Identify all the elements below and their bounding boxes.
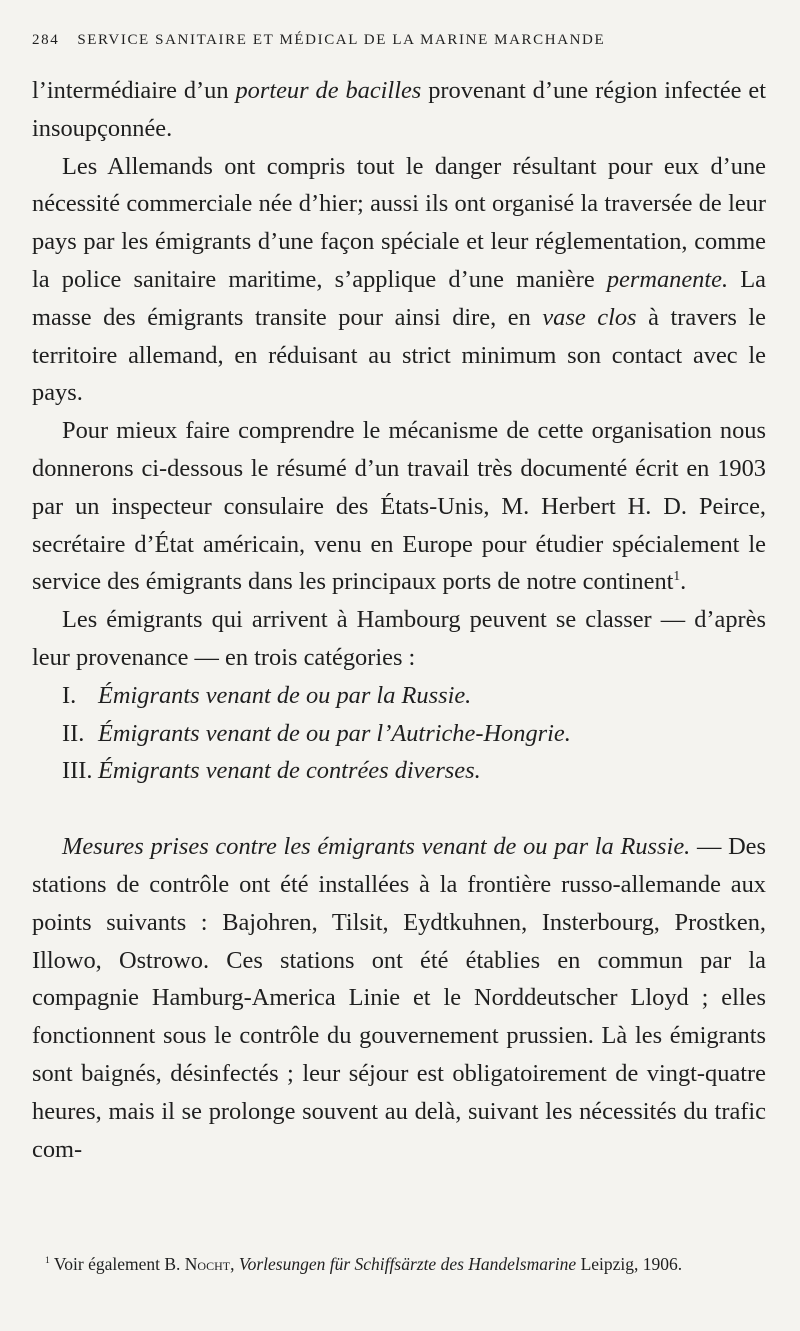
text-run: Pour mieux faire comprendre le mécanisme de cette organisation nous donnerons ci-dessous le résumé d’un travail très documenté écrit en 1903 par un inspecteur consulaire des États-Unis, M. Herbert H. D. Peirce, secrétaire d’État américain, venu en Europe pour étudier spécialement le service des émigrants dans les principaux ports de notre continent bbox=[32, 417, 766, 596]
text-run: Leipzig, 1906. bbox=[576, 1254, 683, 1274]
italic-run: vase clos bbox=[542, 303, 637, 331]
list-number: III. bbox=[62, 757, 93, 785]
text-run: — Des stations de contrôle ont été installées à la frontière russo-allemande aux points suivants : Bajohren, Tilsit, Eydtkuhnen, Insterbourg, Prostken, Illowo, Ostrowo. Ces stations ont été établies en commun par la compagnie Hamburg-America Linie et le Norddeutscher Lloyd ; elles fonctionnent sous le contrôle du gouvernement prussien. Là les émigrants sont baignés, désinfectés ; leur séjour est obligatoirement de vingt-quatre heures, mais il se prolonge souvent au delà, suivant les nécessités du trafic com- bbox=[32, 833, 766, 1163]
section-title: Mesures prises contre les émigrants venant de ou par la Russie. bbox=[62, 833, 691, 861]
paragraph-3 bbox=[32, 412, 766, 601]
text-run: , bbox=[230, 1254, 239, 1274]
list-number: I. bbox=[62, 681, 77, 709]
paragraph-4: Les émigrants qui arrivent à Hambourg peuvent se classer — d’après leur provenance — en trois catégories : bbox=[32, 606, 766, 671]
section-paragraph bbox=[32, 828, 766, 1168]
text-run: Voir également B. bbox=[49, 1254, 185, 1274]
footnote-author: Nocht bbox=[184, 1254, 231, 1274]
body-text bbox=[32, 72, 766, 1168]
running-header bbox=[32, 32, 740, 49]
footnote bbox=[45, 1253, 767, 1276]
list-text: Émigrants venant de ou par l’Autriche-Hongrie. bbox=[98, 719, 571, 747]
text-run: Les Allemands ont compris tout le danger résultant pour eux d’une nécessité commerciale née d’hier; aussi ils ont organisé la traversée de leur pays par les émigrants d’une façon spéciale et leur réglementation, comme la police sanitaire maritime, s’applique d’une manière bbox=[32, 152, 766, 293]
footnote-marker: 1 bbox=[45, 1255, 50, 1267]
text-run: La masse des émigrants transite pour ainsi dire, en bbox=[32, 265, 766, 331]
text-run: . bbox=[680, 568, 687, 596]
text-run: à travers le territoire allemand, en réduisant au strict minimum son contact avec le pays. bbox=[32, 303, 766, 407]
paragraph-2 bbox=[32, 148, 766, 413]
italic-run: porteur de bacilles bbox=[235, 77, 422, 104]
page-number: 284 bbox=[32, 32, 60, 48]
section-gap bbox=[32, 790, 766, 828]
paragraph-1 bbox=[32, 72, 766, 148]
category-list bbox=[32, 677, 766, 790]
list-text: Émigrants venant de ou par la Russie. bbox=[98, 681, 472, 709]
text-run: provenant d’une région infectée et insoupçonnée. bbox=[32, 77, 766, 142]
list-text: Émigrants venant de contrées diverses. bbox=[98, 757, 481, 785]
italic-run: permanente. bbox=[606, 265, 729, 293]
running-title: SERVICE SANITAIRE ET MÉDICAL DE LA MARINE MARCHANDE bbox=[77, 32, 606, 48]
list-item bbox=[32, 715, 766, 753]
list-number: II. bbox=[62, 719, 85, 747]
text-run: l’intermédiaire d’un bbox=[32, 77, 236, 104]
footnote-ref: 1 bbox=[673, 568, 681, 584]
list-item bbox=[32, 677, 766, 715]
list-item bbox=[32, 752, 766, 790]
footnote-title: Vorlesungen für Schiffsärzte des Handelsmarine bbox=[238, 1254, 577, 1274]
